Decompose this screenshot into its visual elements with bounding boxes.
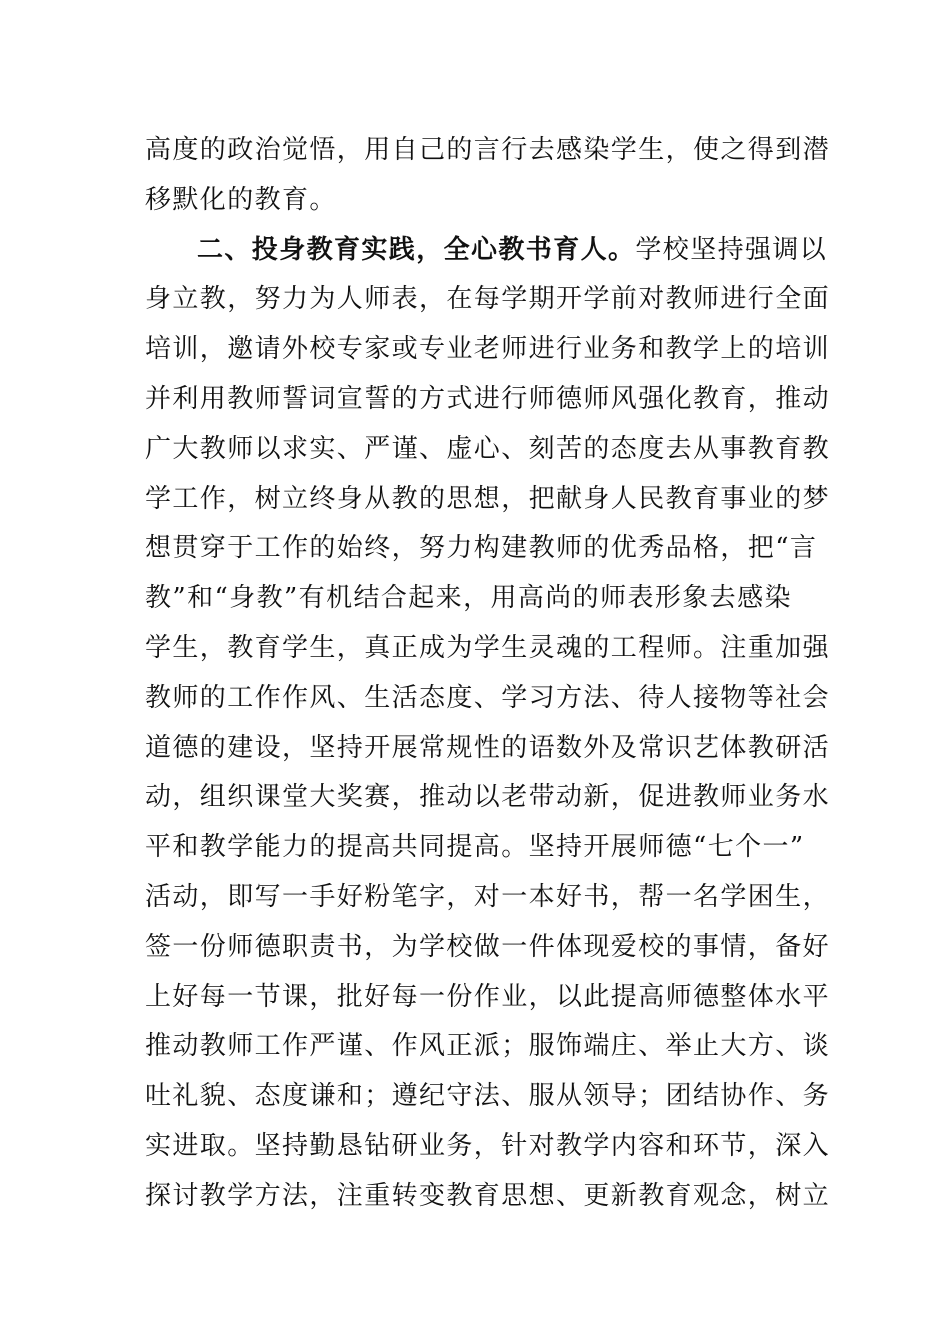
text-line: 活动，即写一手好粉笔字，对一本好书，帮一名学困生，: [145, 881, 831, 912]
text-line: 并利用教师誓词宣誓的方式进行师德师风强化教育，推动: [145, 383, 831, 414]
body-text: [145, 126, 831, 1222]
text-line: 身立教，努力为人师表，在每学期开学前对教师进行全面: [145, 284, 831, 315]
text-line: 想贯穿于工作的始终，努力构建教师的优秀品格，把“言: [145, 533, 818, 564]
text-line: 高度的政治觉悟，用自己的言行去感染学生，使之得到潜: [145, 135, 831, 165]
text-line: 签一份师德职责书，为学校做一件体现爱校的事情，备好: [145, 931, 831, 962]
text-line: 学生，教育学生，真正成为学生灵魂的工程师。注重加强: [145, 632, 831, 663]
text-line: 实进取。坚持勤恳钻研业务，针对教学内容和环节，深入: [145, 1130, 831, 1161]
paragraph-2-first-line: [145, 226, 828, 276]
text-line: 推动教师工作严谨、作风正派；服饰端庄、举止大方、谈: [145, 1031, 831, 1062]
section-heading: 二、投身教育实践，全心教书育人。: [197, 234, 636, 265]
text-line: 道德的建设，坚持开展常规性的语数外及常识艺体教研活: [145, 732, 831, 763]
text-line: 吐礼貌、态度谦和；遵纪守法、服从领导；团结协作、务: [145, 1081, 831, 1112]
text-line: 学工作，树立终身从教的思想，把献身人民教育事业的梦: [145, 483, 831, 514]
text-line: 移默化的教育。: [145, 184, 337, 215]
text-line: 探讨教学方法，注重转变教育思想、更新教育观念，树立: [145, 1180, 831, 1211]
text-line: 动，组织课堂大奖赛，推动以老带动新，促进教师业务水: [145, 782, 831, 813]
text-line: 教”和“身教”有机结合起来，用高尚的师表形象去感染: [145, 583, 792, 614]
text-line: 培训，邀请外校专家或专业老师进行业务和教学上的培训: [145, 334, 831, 365]
text-line: 平和教学能力的提高共同提高。坚持开展师德“七个一”: [145, 832, 805, 863]
text-line: 上好每一节课，批好每一份作业，以此提高师德整体水平: [145, 981, 831, 1012]
text-segment: 学校坚持强调以: [635, 234, 828, 265]
text-line: 广大教师以求实、严谨、虚心、刻苦的态度去从事教育教: [145, 433, 831, 464]
text-line: 教师的工作作风、生活态度、学习方法、待人接物等社会: [145, 682, 831, 713]
